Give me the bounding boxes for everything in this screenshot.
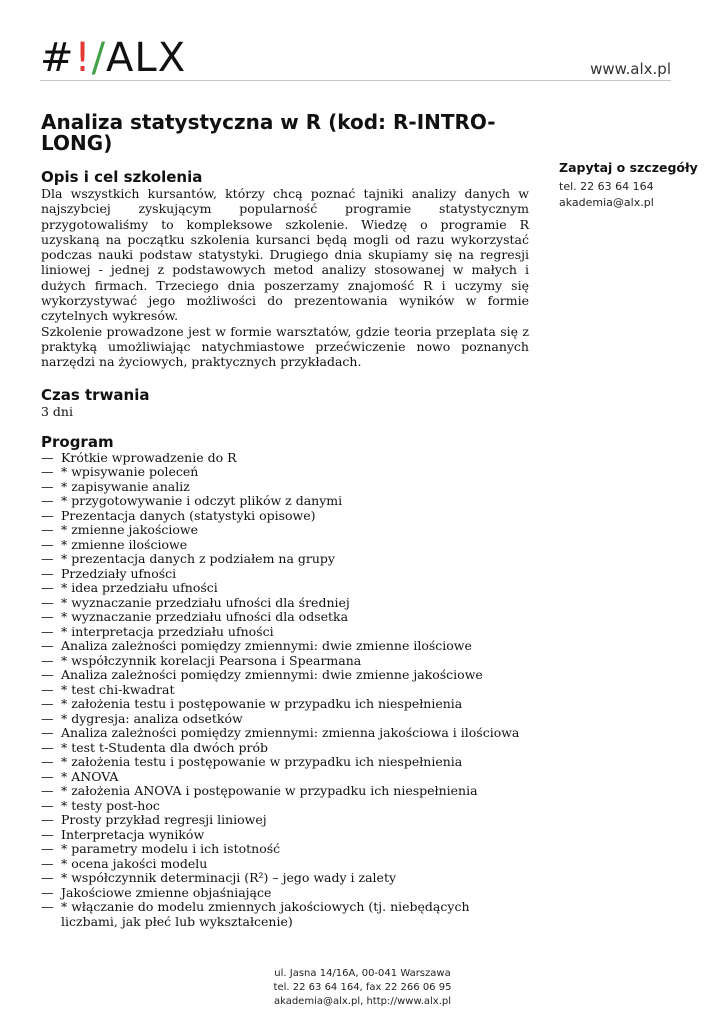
program-item [41,509,529,524]
program-item-text: * testy post-hoc [61,797,160,813]
program-item [41,697,529,712]
program-item [41,712,529,727]
program-bullet: — [41,812,54,828]
program-item [41,654,529,669]
program-bullet: — [41,841,54,857]
program-item [41,871,529,886]
program-bullet: — [41,855,54,871]
header-divider [40,80,671,81]
program-item-text: Krótkie wprowadzenie do R [61,449,237,465]
program-item [41,842,529,857]
duration-heading: Czas trwania [41,385,150,404]
program-bullet: — [41,696,54,712]
program-item-text: * parametry modelu i ich istotność [61,841,281,857]
program-bullet: — [41,899,54,915]
contact-email[interactable]: akademia@alx.pl [559,196,654,209]
program-item [41,828,529,843]
program-item [41,813,529,828]
program-bullet: — [41,754,54,770]
program-item [41,770,529,785]
program-bullet: — [41,725,54,741]
program-bullet: — [41,710,54,726]
logo-hash: # [40,35,75,81]
program-item-text: * założenia ANOVA i postępowanie w przypadku ich niespełnienia [61,783,478,799]
program-item-text: * zapisywanie analiz [61,478,190,494]
program-bullet: — [41,522,54,538]
footer-address: ul. Jasna 14/16A, 00-041 Warszawa [274,968,451,979]
site-url: www.alx.pl [590,60,671,78]
contact-phone: tel. 22 63 64 164 [559,180,654,193]
program-bullet: — [41,797,54,813]
program-bullet: — [41,580,54,596]
program-item-text: * test chi-kwadrat [61,681,175,697]
program-item [41,784,529,799]
program-bullet: — [41,826,54,842]
program-item [41,857,529,872]
program-item-text: * ocena jakości modelu [61,855,208,871]
duration-value: 3 dni [41,403,73,419]
program-item [41,726,529,741]
program-item-text: Jakościowe zmienne objaśniające [61,884,272,900]
program-item-text: Analiza zależności pomiędzy zmiennymi: zmienna jakościowa i ilościowa [61,725,520,741]
program-item-text: * test t-Studenta dla dwóch prób [61,739,269,755]
alx-logo [40,34,186,82]
program-item [41,451,529,466]
program-item-text: * założenia testu i postępowanie w przypadku ich niespełnienia [61,754,463,770]
program-bullet: — [41,565,54,581]
program-item-text: * zmienne jakościowe [61,522,198,538]
description-heading: Opis i cel szkolenia [41,168,203,186]
program-item [41,465,529,480]
program-item-text: * przygotowywanie i odczyt plików z danymi [61,493,343,509]
page-title: Analiza statystyczna w R (kod: R-INTRO-LONG) [41,110,496,155]
program-item-text: * włączanie do modelu zmiennych jakościowych (tj. niebędących liczbami, jak płeć lub wykształcenie) [61,899,470,929]
program-item [41,538,529,553]
program-item-text: Analiza zależności pomiędzy zmiennymi: dwie zmienne ilościowe [61,638,472,654]
program-item [41,523,529,538]
program-item [41,755,529,770]
logo-slash: / [91,35,107,81]
program-item-text: Prosty przykład regresji liniowej [61,812,267,828]
program-item [41,683,529,698]
page-footer [0,967,725,1009]
logo-exclamation: ! [74,35,92,81]
program-item [41,494,529,509]
program-item-text: * interpretacja przedziału ufności [61,623,274,639]
program-item [41,610,529,625]
program-bullet: — [41,768,54,784]
program-item-text: * wyznaczanie przedziału ufności dla odsetka [61,609,349,625]
program-item [41,799,529,814]
program-item-text: * zmienne ilościowe [61,536,188,552]
program-bullet: — [41,739,54,755]
program-item-text: Prezentacja danych (statystyki opisowe) [61,507,316,523]
program-item-text: Analiza zależności pomiędzy zmiennymi: dwie zmienne jakościowe [61,667,483,683]
program-bullet: — [41,681,54,697]
course-content [41,112,529,929]
program-item-text: * idea przedziału ufności [61,580,218,596]
program-bullet: — [41,493,54,509]
program-bullet: — [41,652,54,668]
program-bullet: — [41,551,54,567]
program-bullet: — [41,638,54,654]
program-item-text: * współczynnik determinacji (R²) – jego wady i zalety [61,870,397,886]
program-item [41,567,529,582]
program-item-text: * dygresja: analiza odsetków [61,710,243,726]
program-item-text: * ANOVA [61,768,119,784]
program-bullet: — [41,464,54,480]
program-item [41,886,529,901]
program-bullet: — [41,609,54,625]
program-bullet: — [41,870,54,886]
program-item-text: * wyznaczanie przedziału ufności dla średniej [61,594,350,610]
footer-web: akademia@alx.pl, http://www.alx.pl [273,996,452,1007]
contact-box [559,160,719,211]
program-item-text: Przedziały ufności [61,565,177,581]
program-heading: Program [41,432,114,451]
program-bullet: — [41,536,54,552]
program-list [41,451,529,930]
program-item [41,639,529,654]
program-bullet: — [41,783,54,799]
contact-title: Zapytaj o szczegóły [559,160,698,175]
footer-contact: tel. 22 63 64 164, fax 22 266 06 95 [273,982,452,993]
program-item [41,741,529,756]
program-item [41,552,529,567]
program-bullet: — [41,478,54,494]
program-item [41,668,529,683]
description-paragraph-2: Szkolenie prowadzone jest w formie warsztatów, gdzie teoria przeplata się z praktyką umożliwiając natychmiastowe przećwiczenie nowo poznanych narzędzi na życiowych, praktycznych przykładach. [41,323,529,370]
description-paragraph: Dla wszystkich kursantów, którzy chcą poznać tajniki analizy danych w najszybciej zyskującym popularność programie statystycznym przygotowaliśmy to kompleksowe szkolenie. Wiedzę o programie R uzyskaną na początku szkolenia kursanci będą mogli od razu wykorzystać podczas nauki podstaw statystyki. Drugiego dnia skupiamy się na regresji liniowej - jednej z podstawowych metod analizy stosowanej w małych i dużych firmach. Trzeciego dnia poszerzamy znajomość R i uczymy się wykorzystywać jego możliwości do prezentowania wyników w formie czytelnych wykresów. [41,186,529,324]
program-item [41,596,529,611]
program-item [41,900,529,929]
program-bullet: — [41,884,54,900]
program-bullet: — [41,507,54,523]
program-item-text: * wpisywanie poleceń [61,464,199,480]
program-item-text: * współczynnik korelacji Pearsona i Spearmana [61,652,362,668]
program-bullet: — [41,449,54,465]
program-bullet: — [41,667,54,683]
program-item-text: * założenia testu i postępowanie w przypadku ich niespełnienia [61,696,463,712]
program-bullet: — [41,594,54,610]
program-item [41,625,529,640]
logo-name: ALX [106,35,187,81]
program-item-text: * prezentacja danych z podziałem na grupy [61,551,335,567]
program-item [41,480,529,495]
program-bullet: — [41,623,54,639]
program-item-text: Interpretacja wyników [61,826,205,842]
program-item [41,581,529,596]
